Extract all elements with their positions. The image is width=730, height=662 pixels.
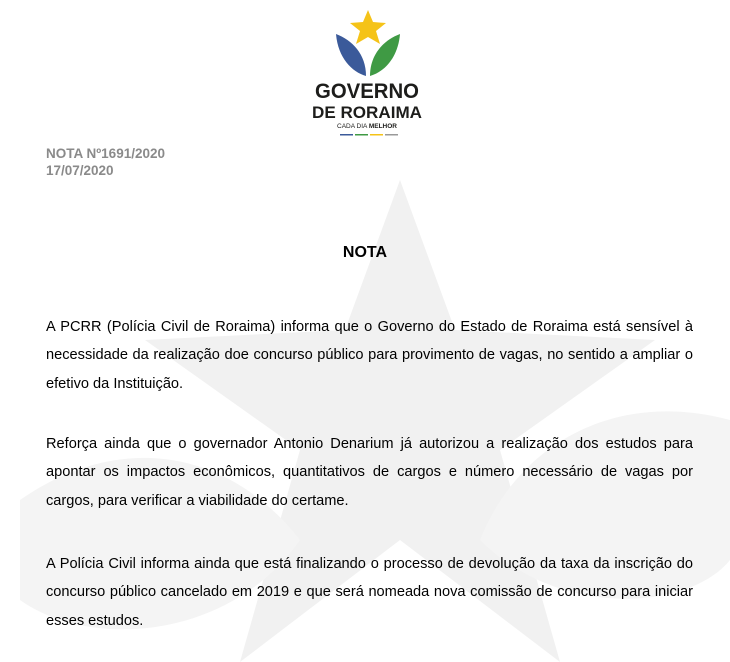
logo-rule-gray <box>385 134 398 136</box>
note-number: NOTA Nº1691/2020 <box>46 146 165 161</box>
logo-line2: DE RORAIMA <box>312 103 422 122</box>
document-title: NOTA <box>342 244 388 261</box>
governo-roraima-logo <box>300 6 435 142</box>
logo-line1: GOVERNO <box>315 80 419 103</box>
note-header <box>46 145 165 179</box>
logo-rule-green <box>355 134 368 136</box>
logo-rule-blue <box>340 134 353 136</box>
paragraph-1: A PCRR (Polícia Civil de Roraima) informa que o Governo do Estado de Roraima está sensível à necessidade da realização doe concurso público para provimento de vagas, no sentido a ampliar o efetivo da Instituição. <box>46 319 693 392</box>
note-date: 17/07/2020 <box>46 163 114 178</box>
logo-star-icon <box>350 10 386 44</box>
paragraph-2: Reforça ainda que o governador Antonio Denarium já autorizou a realização dos estudos para apontar os impactos econômicos, quantitativos de cargos e número necessário de vagas por cargos, para verificar a viabilidade do certame. <box>46 436 693 509</box>
logo-rule-yellow <box>370 134 383 136</box>
paragraph-3: A Polícia Civil informa ainda que está finalizando o processo de devolução da taxa da inscrição do concurso público cancelado em 2019 e que será nomeada nova comissão de concurso para iniciar esses estudos. <box>46 556 693 629</box>
logo-tagline: CADA DIA MELHOR <box>337 123 397 130</box>
